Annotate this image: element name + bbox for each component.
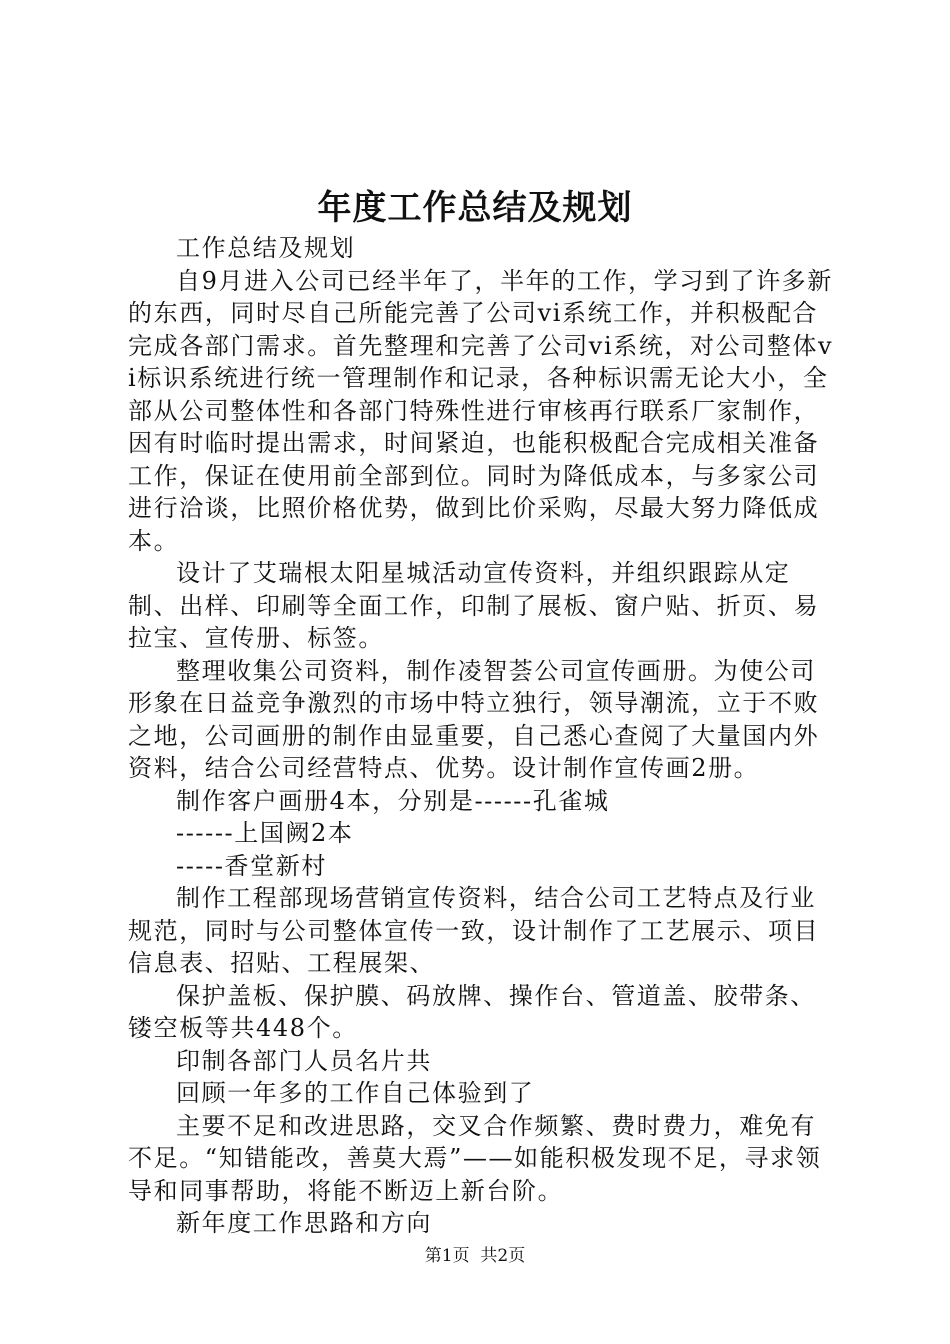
page-number: 第1页	[424, 1246, 470, 1266]
paragraph: -----香堂新村	[176, 851, 327, 880]
paragraph: 新年度工作思路和方向	[176, 1209, 432, 1237]
page-total: 共2页	[480, 1246, 526, 1266]
document-title: 年度工作总结及规划	[317, 188, 633, 228]
paragraph: 制作工程部现场营销宣传资料，结合公司工艺特点及行业规范，同时与公司整体宣传一致，设计制作了工艺展示、项目信息表、招贴、工程展架、	[128, 884, 820, 977]
paragraph: 主要不足和改进思路，交叉合作频繁、费时费力，难免有不足。“知错能改，善莫大焉”——如能积极发现不足，寻求领导和同事帮助，将能不断迈上新台阶。	[128, 1111, 822, 1205]
paragraph: ------上国阙2本	[176, 819, 354, 847]
paragraph: 保护盖板、保护膜、码放牌、操作台、管道盖、胶带条、镂空板等共448个。	[128, 981, 816, 1042]
paragraph: 工作总结及规划	[176, 234, 356, 262]
paragraph: 设计了艾瑞根太阳星城活动宣传资料，并组织跟踪从定制、出样、印刷等全面工作，印制了展板、窗户贴、折页、易拉宝、宣传册、标签。	[128, 559, 820, 652]
paragraph: 回顾一年多的工作自己体验到了	[176, 1079, 535, 1107]
paragraph: 自9月进入公司已经半年了，半年的工作，学习到了许多新的东西，同时尽自己所能完善了公司vi系统工作，并积极配合完成各部门需求。首先整理和完善了公司vi系统，对公司整体vi标识系统进行统一管理制作和记录，各种标识需无论大小，全部从公司整体性和各部门特殊性进行审核再行联系厂家制作，因有时临时提出需求，时间紧迫，也能积极配合完成相关准备工作，保证在使用前全部到位。同时为降低成本，与多家公司进行洽谈，比照价格优势，做到比价采购，尽最大努力降低成本。	[128, 266, 834, 555]
paragraph: 印制各部门人员名片共	[176, 1046, 432, 1075]
document-body	[128, 232, 840, 1240]
paragraph: 制作客户画册4本，分别是------孔雀城	[176, 786, 610, 815]
footer-spacer	[470, 1246, 481, 1266]
page-footer	[0, 1244, 950, 1268]
paragraph: 整理收集公司资料，制作凌智荟公司宣传画册。为使公司形象在日益竞争激烈的市场中特立独行，领导潮流，立于不败之地，公司画册的制作由显重要，自己悉心查阅了大量国内外资料，结合公司经营特点、优势。设计制作宣传画2册。	[128, 656, 820, 782]
